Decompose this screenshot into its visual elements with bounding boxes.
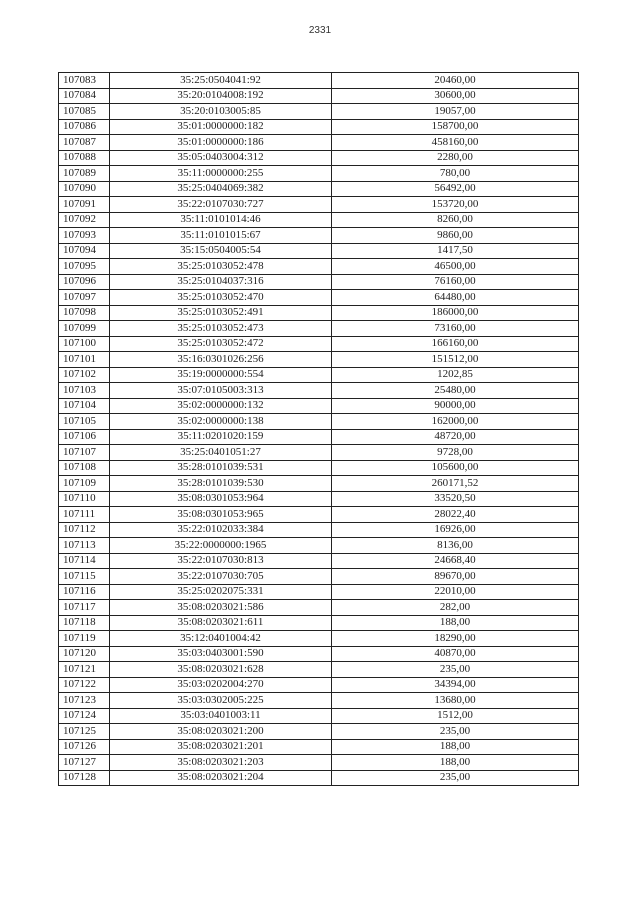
row-number-cell: 107102 <box>59 367 110 383</box>
cadastral-number-cell: 35:01:0000000:186 <box>110 135 332 151</box>
cadastral-number-cell: 35:25:0103052:472 <box>110 336 332 352</box>
table-row <box>59 166 579 182</box>
value-cell: 33520,50 <box>332 491 579 507</box>
row-number-cell: 107100 <box>59 336 110 352</box>
cadastral-number-cell: 35:08:0203021:628 <box>110 662 332 678</box>
cadastral-number-cell: 35:22:0107030:727 <box>110 197 332 213</box>
table-row <box>59 569 579 585</box>
table-row <box>59 755 579 771</box>
cadastral-number-cell: 35:02:0000000:132 <box>110 398 332 414</box>
value-cell: 458160,00 <box>332 135 579 151</box>
table-row <box>59 476 579 492</box>
row-number-cell: 107097 <box>59 290 110 306</box>
table-row <box>59 352 579 368</box>
row-number-cell: 107106 <box>59 429 110 445</box>
table-row <box>59 197 579 213</box>
table-row <box>59 724 579 740</box>
table-row <box>59 693 579 709</box>
row-number-cell: 107094 <box>59 243 110 259</box>
cadastral-number-cell: 35:15:0504005:54 <box>110 243 332 259</box>
value-cell: 13680,00 <box>332 693 579 709</box>
row-number-cell: 107098 <box>59 305 110 321</box>
value-cell: 22010,00 <box>332 584 579 600</box>
row-number-cell: 107120 <box>59 646 110 662</box>
row-number-cell: 107084 <box>59 88 110 104</box>
cadastral-number-cell: 35:20:0103005:85 <box>110 104 332 120</box>
row-number-cell: 107116 <box>59 584 110 600</box>
row-number-cell: 107115 <box>59 569 110 585</box>
row-number-cell: 107093 <box>59 228 110 244</box>
value-cell: 1417,50 <box>332 243 579 259</box>
cadastral-number-cell: 35:25:0103052:473 <box>110 321 332 337</box>
cadastral-number-cell: 35:28:0101039:531 <box>110 460 332 476</box>
row-number-cell: 107099 <box>59 321 110 337</box>
row-number-cell: 107083 <box>59 73 110 89</box>
value-cell: 9728,00 <box>332 445 579 461</box>
cadastral-number-cell: 35:22:0102033:384 <box>110 522 332 538</box>
value-cell: 2280,00 <box>332 150 579 166</box>
cadastral-number-cell: 35:03:0403001:590 <box>110 646 332 662</box>
value-cell: 8136,00 <box>332 538 579 554</box>
row-number-cell: 107101 <box>59 352 110 368</box>
cadastral-number-cell: 35:08:0203021:586 <box>110 600 332 616</box>
value-cell: 40870,00 <box>332 646 579 662</box>
cadastral-number-cell: 35:03:0302005:225 <box>110 693 332 709</box>
table-row <box>59 119 579 135</box>
table-row <box>59 228 579 244</box>
value-cell: 34394,00 <box>332 677 579 693</box>
cadastral-number-cell: 35:11:0000000:255 <box>110 166 332 182</box>
table-row <box>59 135 579 151</box>
cadastral-number-cell: 35:08:0203021:204 <box>110 770 332 786</box>
cadastral-number-cell: 35:02:0000000:138 <box>110 414 332 430</box>
value-cell: 105600,00 <box>332 460 579 476</box>
row-number-cell: 107110 <box>59 491 110 507</box>
table-row <box>59 414 579 430</box>
table-row <box>59 631 579 647</box>
value-cell: 186000,00 <box>332 305 579 321</box>
cadastral-number-cell: 35:08:0203021:611 <box>110 615 332 631</box>
table-row <box>59 259 579 275</box>
value-cell: 25480,00 <box>332 383 579 399</box>
row-number-cell: 107086 <box>59 119 110 135</box>
table-row <box>59 290 579 306</box>
value-cell: 48720,00 <box>332 429 579 445</box>
value-cell: 24668,40 <box>332 553 579 569</box>
value-cell: 8260,00 <box>332 212 579 228</box>
table-row <box>59 274 579 290</box>
cadastral-number-cell: 35:22:0107030:813 <box>110 553 332 569</box>
table-row <box>59 739 579 755</box>
table-row <box>59 73 579 89</box>
table-row <box>59 243 579 259</box>
cadastral-number-cell: 35:08:0301053:965 <box>110 507 332 523</box>
table-row <box>59 553 579 569</box>
row-number-cell: 107096 <box>59 274 110 290</box>
table-row <box>59 305 579 321</box>
value-cell: 46500,00 <box>332 259 579 275</box>
value-cell: 780,00 <box>332 166 579 182</box>
table-row <box>59 538 579 554</box>
value-cell: 9860,00 <box>332 228 579 244</box>
cadastral-number-cell: 35:22:0000000:1965 <box>110 538 332 554</box>
row-number-cell: 107089 <box>59 166 110 182</box>
row-number-cell: 107125 <box>59 724 110 740</box>
page-number: 2331 <box>308 25 332 36</box>
row-number-cell: 107121 <box>59 662 110 678</box>
value-cell: 56492,00 <box>332 181 579 197</box>
table-row <box>59 770 579 786</box>
cadastral-number-cell: 35:25:0104037:316 <box>110 274 332 290</box>
table-row <box>59 646 579 662</box>
value-cell: 166160,00 <box>332 336 579 352</box>
cadastral-number-cell: 35:25:0504041:92 <box>110 73 332 89</box>
table-row <box>59 88 579 104</box>
value-cell: 158700,00 <box>332 119 579 135</box>
value-cell: 282,00 <box>332 600 579 616</box>
table-row <box>59 507 579 523</box>
value-cell: 18290,00 <box>332 631 579 647</box>
value-cell: 235,00 <box>332 662 579 678</box>
cadastral-number-cell: 35:08:0203021:201 <box>110 739 332 755</box>
value-cell: 151512,00 <box>332 352 579 368</box>
table-row <box>59 662 579 678</box>
table-row <box>59 429 579 445</box>
value-cell: 188,00 <box>332 755 579 771</box>
value-cell: 260171,52 <box>332 476 579 492</box>
table-row <box>59 398 579 414</box>
row-number-cell: 107118 <box>59 615 110 631</box>
row-number-cell: 107090 <box>59 181 110 197</box>
cadastral-number-cell: 35:16:0301026:256 <box>110 352 332 368</box>
row-number-cell: 107087 <box>59 135 110 151</box>
cadastral-number-cell: 35:22:0107030:705 <box>110 569 332 585</box>
cadastral-number-cell: 35:07:0105003:313 <box>110 383 332 399</box>
row-number-cell: 107107 <box>59 445 110 461</box>
table-row <box>59 321 579 337</box>
cadastral-number-cell: 35:08:0203021:203 <box>110 755 332 771</box>
cadastral-number-cell: 35:20:0104008:192 <box>110 88 332 104</box>
row-number-cell: 107088 <box>59 150 110 166</box>
cadastral-number-cell: 35:28:0101039:530 <box>110 476 332 492</box>
cadastral-number-cell: 35:25:0401051:27 <box>110 445 332 461</box>
row-number-cell: 107117 <box>59 600 110 616</box>
value-cell: 28022,40 <box>332 507 579 523</box>
row-number-cell: 107104 <box>59 398 110 414</box>
value-cell: 90000,00 <box>332 398 579 414</box>
cadastral-number-cell: 35:11:0101015:67 <box>110 228 332 244</box>
cadastral-number-cell: 35:05:0403004:312 <box>110 150 332 166</box>
row-number-cell: 107095 <box>59 259 110 275</box>
row-number-cell: 107085 <box>59 104 110 120</box>
table-row <box>59 367 579 383</box>
value-cell: 1202,85 <box>332 367 579 383</box>
cadastral-number-cell: 35:25:0103052:478 <box>110 259 332 275</box>
table-row <box>59 383 579 399</box>
cadastral-number-cell: 35:25:0103052:470 <box>110 290 332 306</box>
value-cell: 64480,00 <box>332 290 579 306</box>
table-row <box>59 600 579 616</box>
table-row <box>59 212 579 228</box>
table-row <box>59 181 579 197</box>
row-number-cell: 107128 <box>59 770 110 786</box>
row-number-cell: 107114 <box>59 553 110 569</box>
value-cell: 89670,00 <box>332 569 579 585</box>
row-number-cell: 107126 <box>59 739 110 755</box>
table-row <box>59 150 579 166</box>
row-number-cell: 107127 <box>59 755 110 771</box>
row-number-cell: 107124 <box>59 708 110 724</box>
row-number-cell: 107091 <box>59 197 110 213</box>
value-cell: 76160,00 <box>332 274 579 290</box>
value-cell: 235,00 <box>332 724 579 740</box>
table-row <box>59 584 579 600</box>
value-cell: 20460,00 <box>332 73 579 89</box>
table-row <box>59 708 579 724</box>
row-number-cell: 107113 <box>59 538 110 554</box>
table-row <box>59 491 579 507</box>
value-cell: 153720,00 <box>332 197 579 213</box>
table-row <box>59 104 579 120</box>
cadastral-number-cell: 35:08:0203021:200 <box>110 724 332 740</box>
row-number-cell: 107108 <box>59 460 110 476</box>
cadastral-number-cell: 35:03:0202004:270 <box>110 677 332 693</box>
cadastral-number-cell: 35:25:0103052:491 <box>110 305 332 321</box>
table-row <box>59 336 579 352</box>
cadastral-number-cell: 35:11:0101014:46 <box>110 212 332 228</box>
cadastral-number-cell: 35:01:0000000:182 <box>110 119 332 135</box>
cadastral-number-cell: 35:19:0000000:554 <box>110 367 332 383</box>
table-row <box>59 460 579 476</box>
row-number-cell: 107103 <box>59 383 110 399</box>
row-number-cell: 107092 <box>59 212 110 228</box>
value-cell: 1512,00 <box>332 708 579 724</box>
value-cell: 30600,00 <box>332 88 579 104</box>
cadastral-number-cell: 35:08:0301053:964 <box>110 491 332 507</box>
value-cell: 16926,00 <box>332 522 579 538</box>
row-number-cell: 107119 <box>59 631 110 647</box>
cadastral-number-cell: 35:25:0202075:331 <box>110 584 332 600</box>
value-cell: 235,00 <box>332 770 579 786</box>
table-row <box>59 445 579 461</box>
registry-table-body <box>59 73 579 786</box>
cadastral-number-cell: 35:25:0404069:382 <box>110 181 332 197</box>
row-number-cell: 107111 <box>59 507 110 523</box>
row-number-cell: 107122 <box>59 677 110 693</box>
cadastral-number-cell: 35:11:0201020:159 <box>110 429 332 445</box>
cadastral-number-cell: 35:12:0401004:42 <box>110 631 332 647</box>
value-cell: 188,00 <box>332 739 579 755</box>
row-number-cell: 107112 <box>59 522 110 538</box>
value-cell: 162000,00 <box>332 414 579 430</box>
value-cell: 19057,00 <box>332 104 579 120</box>
cadastral-number-cell: 35:03:0401003:11 <box>110 708 332 724</box>
table-row <box>59 615 579 631</box>
value-cell: 73160,00 <box>332 321 579 337</box>
value-cell: 188,00 <box>332 615 579 631</box>
registry-table <box>58 72 579 786</box>
table-row <box>59 522 579 538</box>
table-row <box>59 677 579 693</box>
row-number-cell: 107123 <box>59 693 110 709</box>
row-number-cell: 107109 <box>59 476 110 492</box>
row-number-cell: 107105 <box>59 414 110 430</box>
